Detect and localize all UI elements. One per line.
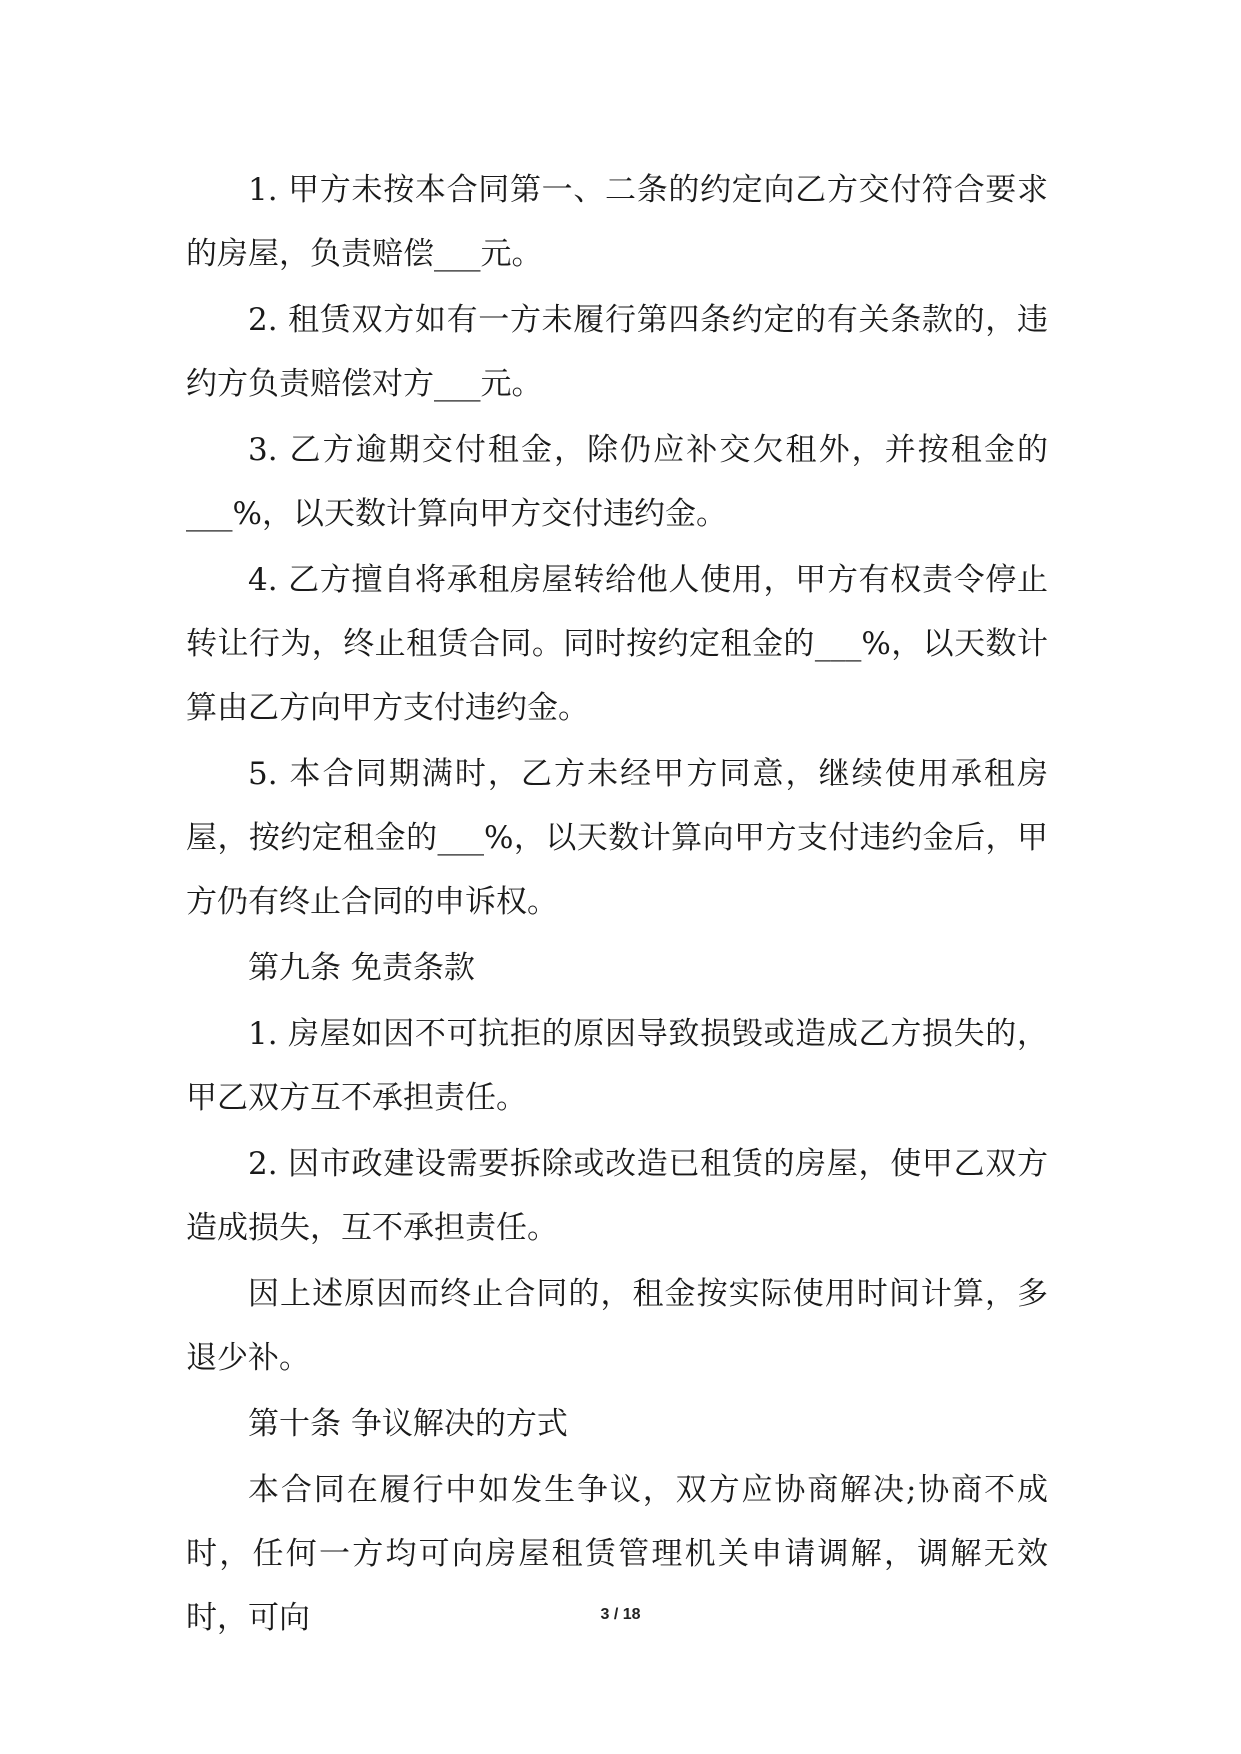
- clause-paragraph: 1. 房屋如因不可抗拒的原因导致损毁或造成乙方损失的，甲乙双方互不承担责任。: [186, 1016, 1048, 1116]
- section-heading: 第十条 争议解决的方式: [248, 1406, 568, 1442]
- clause-paragraph: 因上述原因而终止合同的，租金按实际使用时间计算，多退少补。: [186, 1276, 1048, 1376]
- clause-paragraph: 2. 因市政建设需要拆除或改造已租赁的房屋，使甲乙双方造成损失，互不承担责任。: [186, 1146, 1048, 1246]
- document-body: [186, 158, 1048, 1652]
- clause-paragraph: 2. 租赁双方如有一方未履行第四条约定的有关条款的，违约方负责赔偿对方___元。: [186, 302, 1048, 402]
- page-number: 3 / 18: [600, 1606, 641, 1623]
- clause-paragraph: 1. 甲方未按本合同第一、二条的约定向乙方交付符合要求的房屋，负责赔偿___元。: [186, 172, 1048, 272]
- clause-paragraph: 3. 乙方逾期交付租金，除仍应补交欠租外，并按租金的___%，以天数计算向甲方交付违约金。: [186, 432, 1048, 532]
- clause-paragraph: 4. 乙方擅自将承租房屋转给他人使用，甲方有权责令停止转让行为，终止租赁合同。同时按约定租金的___%，以天数计算由乙方向甲方支付违约金。: [186, 562, 1048, 726]
- section-heading: 第九条 免责条款: [248, 950, 475, 986]
- clause-paragraph: 本合同在履行中如发生争议，双方应协商解决;协商不成时，任何一方均可向房屋租赁管理机关申请调解，调解无效时，可向: [186, 1472, 1048, 1636]
- clause-paragraph: 5. 本合同期满时，乙方未经甲方同意，继续使用承租房屋，按约定租金的___%，以天数计算向甲方支付违约金后，甲方仍有终止合同的申诉权。: [186, 756, 1048, 920]
